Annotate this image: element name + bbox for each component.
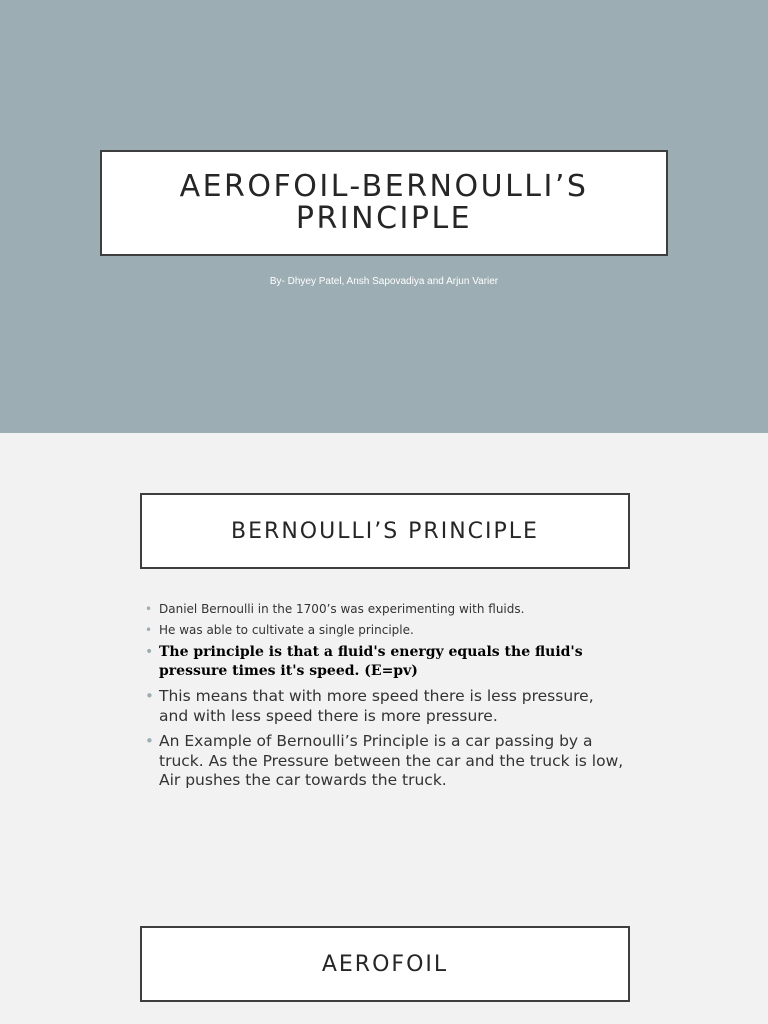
content-slide [0, 433, 768, 1024]
bullet-text: He was able to cultivate a single principle. [159, 623, 414, 637]
next-section-heading: AEROFOIL [321, 951, 449, 977]
slide-title: AEROFOIL-BERNOULLI’S PRINCIPLE [179, 169, 589, 236]
bullet-icon: • [145, 602, 153, 616]
section-heading: BERNOULLI’S PRINCIPLE [231, 518, 539, 544]
bullet-icon: • [145, 644, 154, 660]
title-slide [0, 0, 768, 433]
bullet-list [145, 601, 625, 797]
list-item [145, 601, 625, 617]
list-item [145, 643, 625, 681]
list-item [145, 732, 625, 791]
bullet-icon: • [145, 732, 154, 750]
bullet-icon: • [145, 687, 154, 705]
next-section-heading-box [140, 926, 630, 1002]
bullet-text: This means that with more speed there is less pressure, and with less speed there is more pressure. [159, 687, 594, 725]
title-box [100, 150, 668, 256]
bullet-text: The principle is that a fluid's energy equals the fluid's pressure times it's speed. (E=pv) [159, 644, 583, 679]
bullet-icon: • [145, 623, 153, 637]
list-item [145, 622, 625, 638]
section-heading-box [140, 493, 630, 569]
bullet-text: An Example of Bernoulli’s Principle is a car passing by a truck. As the Pressure between the car and the truck is low, Air pushes the car towards the truck. [159, 732, 624, 789]
list-item [145, 687, 625, 726]
authors-byline: By- Dhyey Patel, Ansh Sapovadiya and Arjun Varier [269, 276, 499, 287]
bullet-text: Daniel Bernoulli in the 1700’s was experimenting with fluids. [159, 602, 525, 616]
